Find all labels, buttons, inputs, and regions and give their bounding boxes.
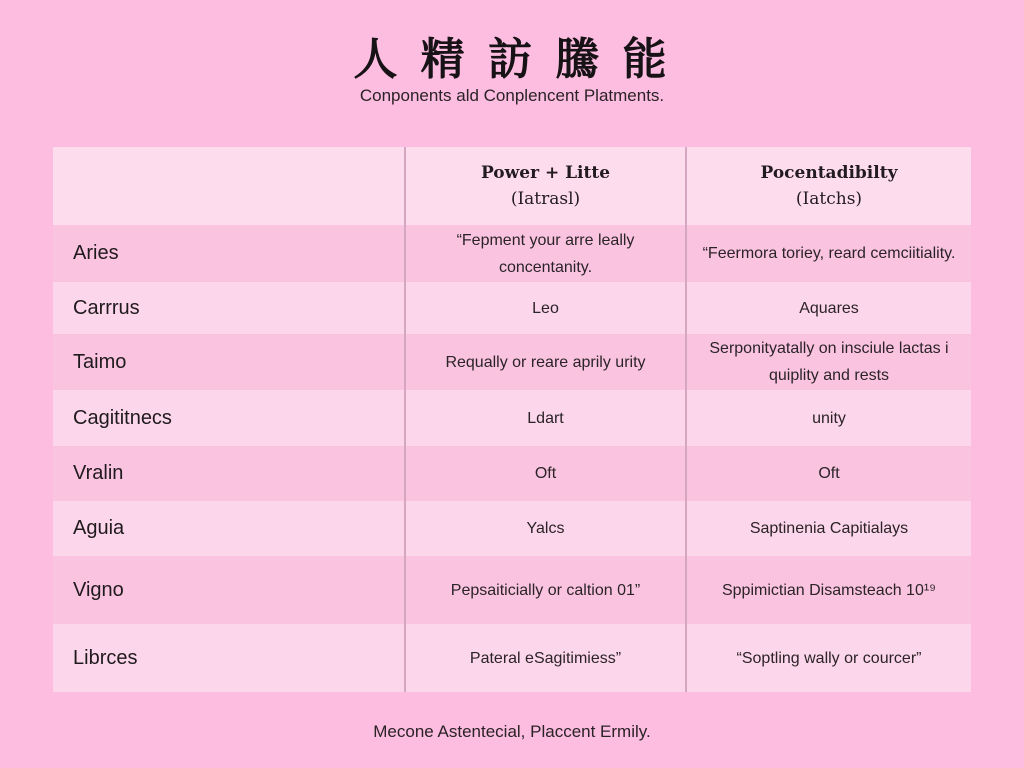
comparison-table (53, 147, 971, 692)
table-row (53, 624, 971, 692)
header-power-sublabel: (Iatrasl) (510, 189, 581, 209)
header-cell-sign (53, 147, 405, 225)
table-row (53, 446, 971, 501)
page-subtitle: Conponents ald Conplencent Platments. (359, 86, 665, 105)
row-compatibility-cell: Aquares (686, 282, 971, 334)
row-power-cell: Requally or reare aprily urity (405, 334, 686, 390)
row-sign-label: Aries (73, 242, 119, 264)
row-sign-label: Aguia (73, 517, 125, 539)
row-sign-label: Cagititnecs (73, 406, 172, 429)
row-sign-label: Carrrus (73, 296, 140, 319)
row-compatibility-cell: Sppimictian Disamsteach 10¹⁹ (686, 556, 971, 624)
page-title: 人 精 訪 騰 能 (353, 34, 671, 85)
table-row (53, 501, 971, 556)
table-header-row (53, 147, 971, 225)
row-compatibility-cell: Saptinenia Capitialays (686, 501, 971, 556)
header-cell-power (405, 147, 686, 225)
row-sign-label: Librces (73, 646, 138, 669)
row-compatibility-cell: Oft (686, 446, 971, 501)
row-power-cell: Ldart (405, 390, 686, 446)
table-row (53, 225, 971, 282)
row-compatibility-cell: Serponityatally on insciule lactas i quiplity and rests (686, 334, 971, 390)
row-power-cell: Pepsaiticially or caltion 01” (405, 556, 686, 624)
row-compatibility-cell: “Feermora toriey, reard cemciitiality. (686, 225, 971, 282)
row-compatibility-cell: unity (686, 390, 971, 446)
table-row (53, 390, 971, 446)
header-power-label: Power + Litte (480, 163, 611, 183)
row-power-cell: Leo (405, 282, 686, 334)
row-power-cell: “Fepment your arre leally concentanity. (405, 225, 686, 282)
row-sign-label: Taimo (73, 350, 127, 373)
header-compatibility-label: Pocentadibilty (760, 163, 898, 183)
header-compatibility-sublabel: (Iatchs) (795, 189, 863, 209)
footer-caption: Mecone Astentecial, Placcent Ermily. (373, 722, 651, 741)
table-row (53, 282, 971, 334)
row-compatibility-cell: “Soptling wally or courcer” (686, 624, 971, 692)
row-sign-label: Vralin (73, 462, 124, 484)
row-power-cell: Pateral eSagitimiess” (405, 624, 686, 692)
row-power-cell: Oft (405, 446, 686, 501)
comparison-table-container (53, 147, 971, 692)
header-cell-compatibility (686, 147, 971, 225)
row-sign-label: Vigno (73, 578, 124, 601)
row-power-cell: Yalcs (405, 501, 686, 556)
table-row (53, 556, 971, 624)
table-row (53, 334, 971, 390)
